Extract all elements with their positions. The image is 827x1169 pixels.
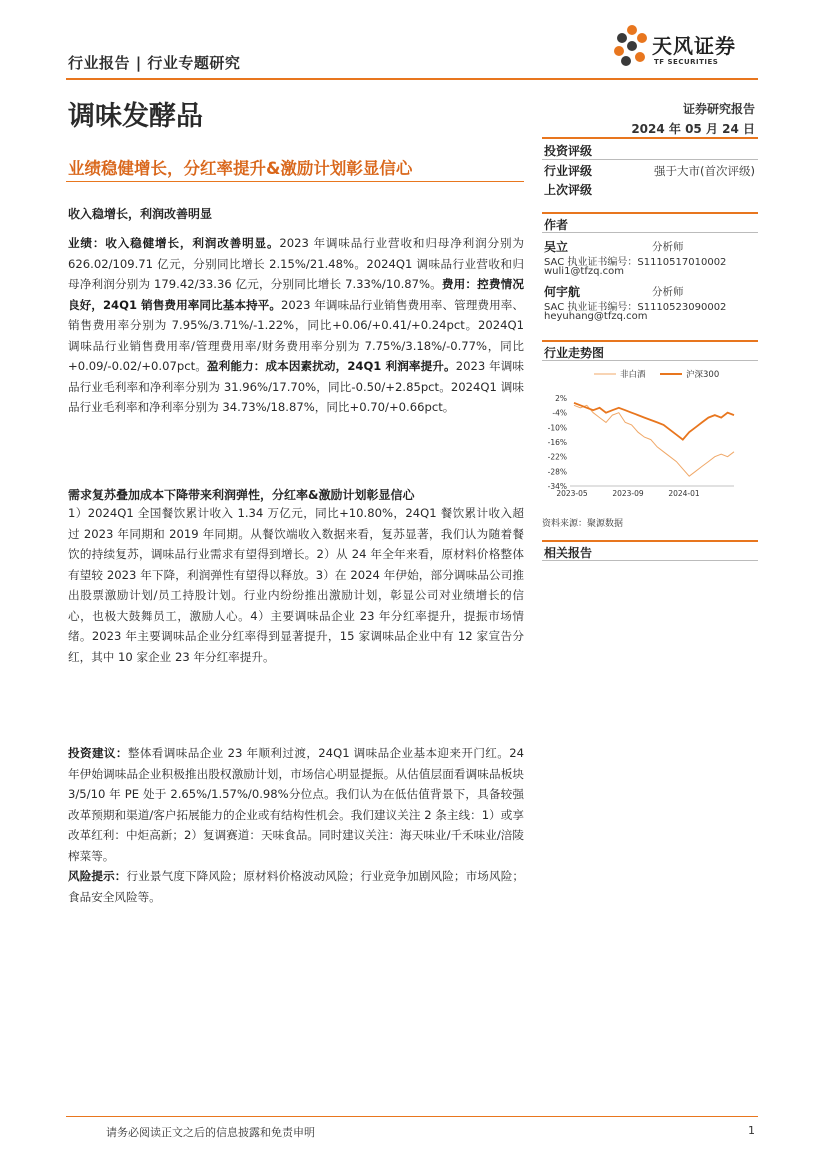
- performance-text-segment: 2023 年调味品行业销售费用率、管理费用率、销售费用率分别为 7.95%/3.71%/-1.22%，同比+0.06/+0.41/+0.24pct。2024Q1 调味品行业销售费用率/管理费用率/财务费用率分别为 7.75%/3.18%/-0.77%，同比+0.09/-0.02/+0.07pct。: [68, 297, 524, 373]
- footer-disclaimer: 请务必阅读正文之后的信息披露和免责申明: [106, 1126, 315, 1139]
- y-tick-label: -34%: [547, 482, 567, 491]
- logo-english-name: TF SECURITIES: [654, 58, 719, 66]
- company-logo: [612, 22, 762, 72]
- sidebar-divider-top: [542, 137, 758, 139]
- related-thin-divider: [542, 560, 758, 561]
- trend-chart-svg: [542, 360, 758, 500]
- logo-chinese-name: 天风证券: [652, 34, 736, 58]
- industry-trend-chart: [542, 360, 758, 500]
- performance-text-segment: 2023 年调味品行业毛利率和净利率分别为 31.96%/17.70%，同比-0.50/+2.85pct。2024Q1 调味品行业毛利率和净利率分别为 34.73%/18.87%，同比+0.70/+0.66pct。: [68, 359, 524, 414]
- related-reports-header: 相关报告: [544, 546, 593, 560]
- section-heading-demand: 需求复苏叠加成本下降带来利润弹性，分红率&激励计划彰显信心: [68, 488, 415, 502]
- chart-source: 资料来源：聚源数据: [542, 519, 624, 529]
- document-title: 调味发酵品: [68, 101, 203, 132]
- x-tick-label: 2023-09: [612, 489, 644, 498]
- performance-text-segment: 2023 年调味品行业营收和归母净利润分别为 626.02/109.71 亿元，分别同比增长 2.15%/21.48%。2024Q1 调味品行业营收和归母净利润分别为 179.42/33.36 亿元，分别同比增长 7.33%/10.87%。: [68, 236, 524, 291]
- header-divider: [66, 78, 758, 80]
- author-sac: SAC 执业证书编号：S1110523090002: [544, 302, 727, 313]
- footer-divider: [66, 1116, 758, 1117]
- author-email[interactable]: heyuhang@tfzq.com: [544, 311, 648, 322]
- authors-divider: [542, 212, 758, 214]
- headline-divider: [66, 181, 524, 182]
- y-tick-label: -16%: [547, 438, 567, 447]
- advice-text-segment: 整体看调味品企业 23 年顺利过渡，24Q1 调味品企业基本迎来开门红。24 年伊始调味品企业积极推出股权激励计划，市场信心明显提振。从估值层面看调味品板块 3/5/10 年 PE 处于 2.65%/1.57%/0.98%分位点。我们认为在低估值背景下，具备较强改革预期和渠道/客户拓展能力的企业或有结构性机会。我们建议关注 2 条主线：1）或享改革红利：中炬高新；2）复调赛道：天味食品。同时建议关注：海天味业/千禾味业/涪陵榨菜等。: [68, 746, 524, 863]
- report-date: 2024 年 05 月 24 日: [631, 122, 755, 136]
- performance-bold-segment: 费用：控费情况良好，24Q1 销售费用率同比基本持平。: [68, 277, 524, 312]
- paragraph-investment-advice: [68, 743, 524, 866]
- y-tick-label: -4%: [552, 408, 567, 418]
- logo-mark-icon: [612, 22, 652, 68]
- page-number: 1: [748, 1124, 755, 1137]
- author-email[interactable]: wuli1@tfzq.com: [544, 266, 625, 277]
- previous-rating-label: 上次评级: [544, 183, 593, 197]
- paragraph-demand: 1）2024Q1 全国餐饮累计收入 1.34 万亿元，同比+10.80%，24Q1 餐饮累计收入超过 2023 年同期和 2019 年同期。从餐饮端收入数据来看，复苏显著，我们认为随着餐饮的持续复苏，调味品行业需求有望得到增长。2）从 24 年全年来看，原材料价格整体有望较 2023 年下降，利润弹性有望得以释放。3）在 2024 年伊始，部分调味品公司推出股票激励计划/员工持股计划。行业内纷纷推出激励计划，彰显公司对业绩增长的信心，也极大鼓舞员工，激励人心。4）主要调味品企业 23 年分红率提升，提振市场情绪。2023 年主要调味品企业分红率得到显著提升，15 家调味品企业中有 12 家宣告分红，其中 10 家企业 23 年分红率提升。: [68, 506, 524, 664]
- paragraph-risk: [68, 866, 524, 907]
- report-category: 行业报告 | 行业专题研究: [68, 54, 241, 72]
- headline: 业绩稳健增长，分红率提升&激励计划彰显信心: [68, 159, 413, 178]
- performance-bold-segment: 盈利能力：成本因素扰动，24Q1 利润率提升。: [206, 359, 456, 373]
- y-tick-label: 2%: [555, 394, 567, 403]
- trend-header: 行业走势图: [544, 346, 605, 360]
- authors-thin-divider: [542, 232, 758, 233]
- paragraph-performance: [68, 233, 524, 418]
- series-line: [574, 403, 734, 440]
- related-divider: [542, 540, 758, 542]
- section-subheading: 收入稳增长，利润改善明显: [68, 207, 213, 221]
- advice-bold-segment: 投资建议：: [68, 746, 128, 760]
- author-name: 吴立: [544, 240, 569, 254]
- rating-value: 强于大市(首次评级): [654, 164, 755, 178]
- y-tick-label: -10%: [547, 423, 567, 433]
- x-tick-label: 2023-05: [556, 489, 588, 498]
- risk-text-segment: 行业景气度下降风险；原材料价格波动风险；行业竞争加剧风险；市场风险；食品安全风险等。: [68, 869, 524, 904]
- legend-label: 沪深300: [686, 370, 720, 380]
- risk-bold-segment: 风险提示：: [68, 869, 127, 883]
- rating-divider: [542, 159, 758, 160]
- rating-header: 投资评级: [544, 144, 593, 158]
- y-tick-label: -28%: [547, 467, 567, 477]
- rating-label: 行业评级: [544, 164, 593, 178]
- legend-label: 非白酒: [620, 370, 646, 380]
- performance-bold-segment: 业绩：收入稳健增长，利润改善明显。: [68, 236, 280, 250]
- author-role: 分析师: [652, 241, 684, 253]
- author-sac: SAC 执业证书编号：S1110517010002: [544, 257, 727, 268]
- author-name: 何宇航: [544, 285, 581, 299]
- trend-divider: [542, 340, 758, 342]
- authors-header: 作者: [544, 218, 569, 232]
- series-line: [574, 405, 734, 476]
- y-tick-label: -22%: [547, 452, 567, 462]
- author-role: 分析师: [652, 286, 684, 298]
- report-type: 证券研究报告: [682, 102, 755, 116]
- x-tick-label: 2024-01: [668, 489, 700, 498]
